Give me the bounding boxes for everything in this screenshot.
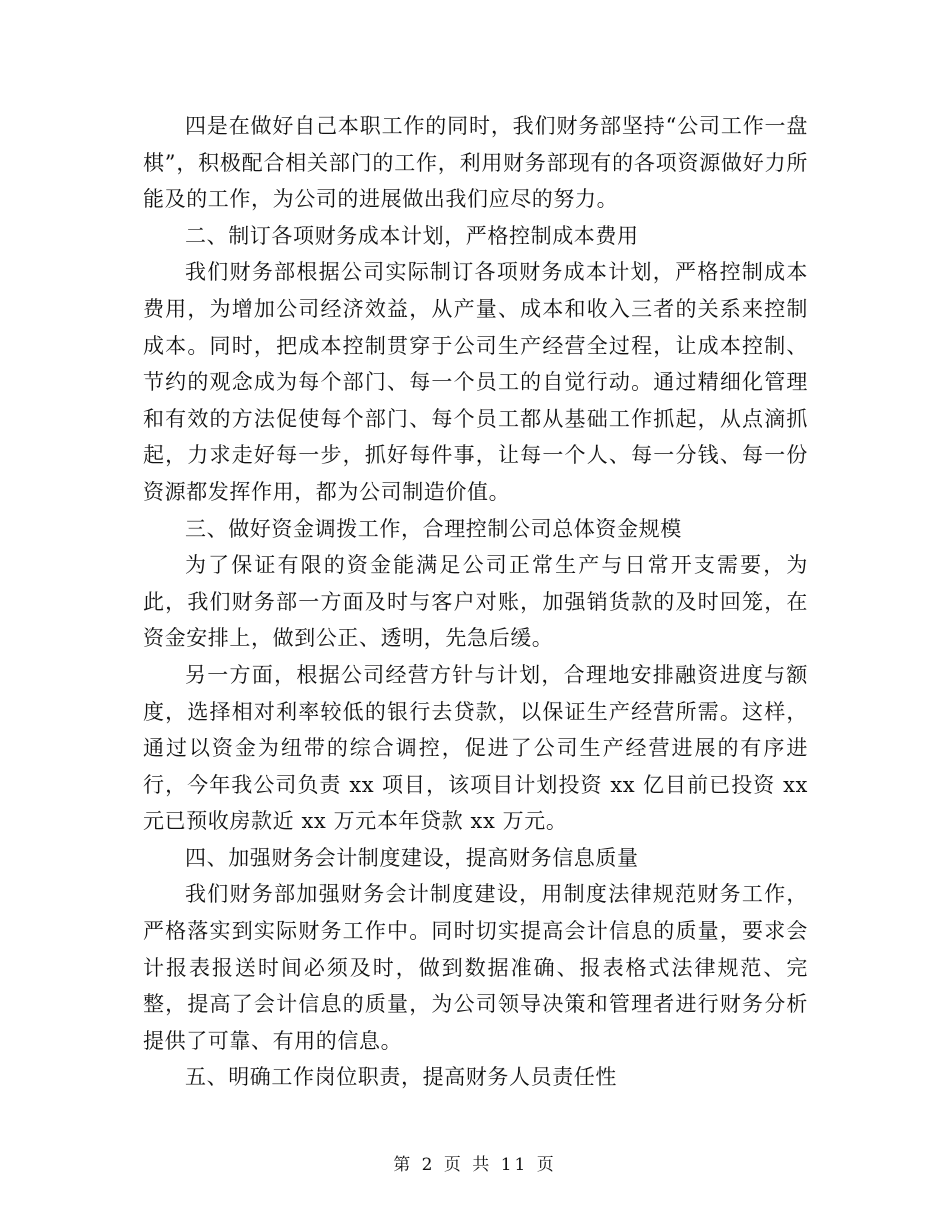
section-heading: 五、明确工作岗位职责，提高财务人员责任性 <box>185 1065 617 1090</box>
body-paragraph: 我们财务部根据公司实际制订各项财务成本计划，严格控制成本费用，为增加公司经济效益，从产量、成本和收入三者的关系来控制成本。同时，把成本控制贯穿于公司生产经营全过程，让成本控制、节约的观念成为每个部门、每一个员工的自觉行动。通过精细化管理和有效的方法促使每个部门、每个员工都从基础工作抓起，从点滴抓起，力求走好每一步，抓好每件事，让每一个人、每一分钱、每一份资源都发挥作用，都为公司制造价值。 <box>143 260 808 504</box>
body-paragraph: 为了保证有限的资金能满足公司正常生产与日常开支需要，为此，我们财务部一方面及时与客户对账，加强销货款的及时回笼，在资金安排上，做到公正、透明，先急后缓。 <box>143 553 808 651</box>
document-body <box>143 108 808 1096</box>
page-number-footer: 第 2 页 共 11 页 <box>393 1155 557 1175</box>
section-heading: 四、加强财务会计制度建设，提高财务信息质量 <box>185 845 639 870</box>
body-paragraph: 我们财务部加强财务会计制度建设，用制度法律规范财务工作，严格落实到实际财务工作中。同时切实提高会计信息的质量，要求会计报表报送时间必须及时，做到数据准确、报表格式法律规范、完整，提高了会计信息的质量，为公司领导决策和管理者进行财务分析提供了可靠、有用的信息。 <box>143 882 808 1053</box>
section-heading: 三、做好资金调拨工作，合理控制公司总体资金规模 <box>185 516 682 541</box>
body-paragraph: 四是在做好自己本职工作的同时，我们财务部坚持“公司工作一盘棋”，积极配合相关部门的工作，利用财务部现有的各项资源做好力所能及的工作，为公司的进展做出我们应尽的努力。 <box>143 114 808 212</box>
body-paragraph: 另一方面，根据公司经营方针与计划，合理地安排融资进度与额度，选择相对利率较低的银行去贷款，以保证生产经营所需。这样，通过以资金为纽带的综合调控，促进了公司生产经营进展的有序进行，今年我公司负责 xx 项目，该项目计划投资 xx 亿目前已投资 xx 元已预收房款近 xx 万元本年贷款 xx 万元。 <box>143 662 808 834</box>
section-heading: 二、制订各项财务成本计划，严格控制成本费用 <box>185 223 639 248</box>
